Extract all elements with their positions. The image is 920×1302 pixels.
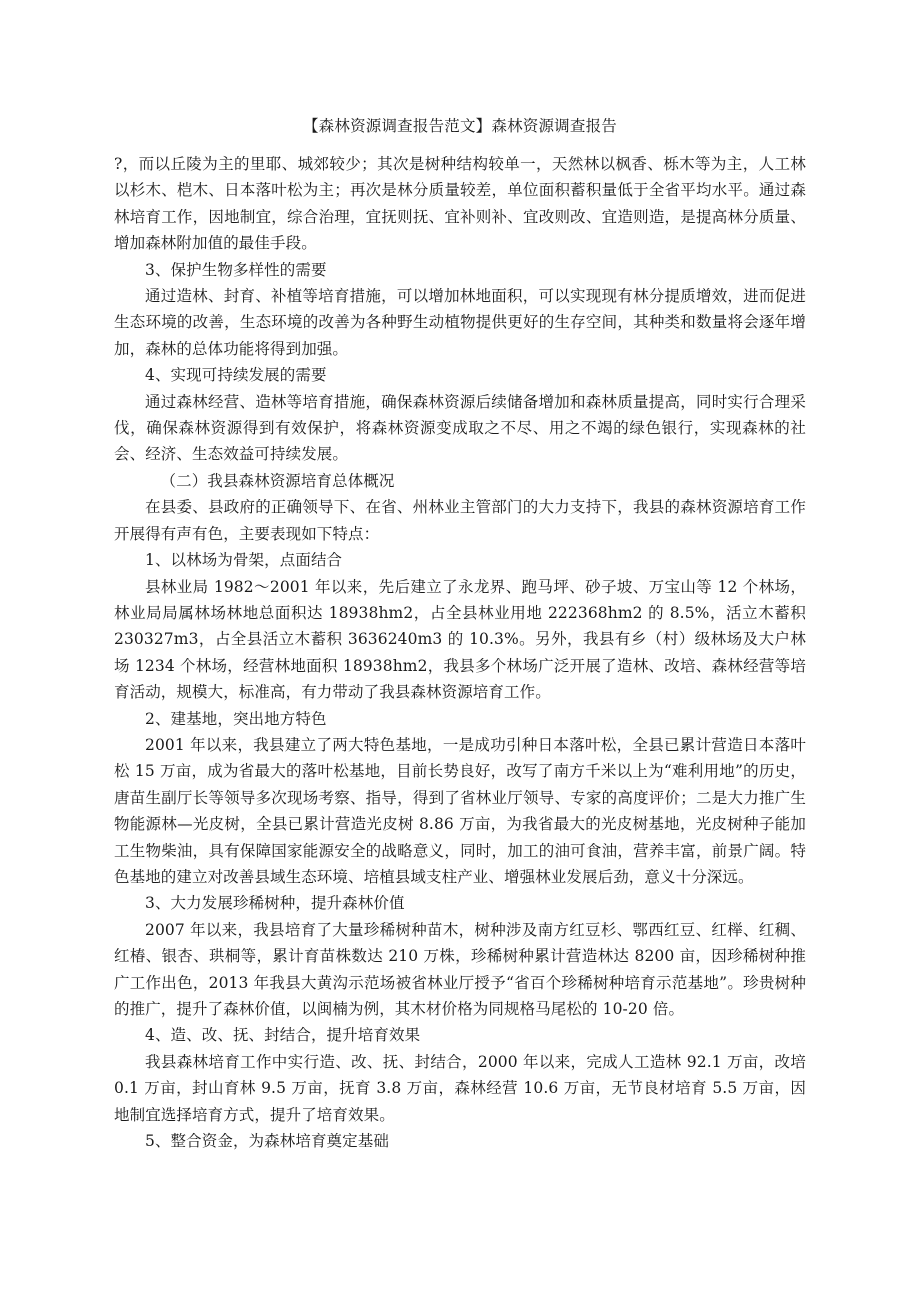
section-heading-overview: （二）我县森林资源培育总体概况 [160,471,395,490]
paragraph-overview: 在县委、县政府的正确领导下、在省、州林业主管部门的大力支持下，我县的森林资源培育工作开展得有声有色，主要表现如下特点： [114,498,806,543]
section-heading-funding: 5、整合资金，为森林培育奠定基础 [145,1132,389,1151]
paragraph-forest-farms: 县林业局 1982～2001 年以来，先后建立了永龙界、跑马坪、砂子坡、万宝山等 12 个林场，林业局局属林场林地总面积达 18938hm2，占全县林业用地 222368hm2 的 8.5%，活立木蓄积 230327m3，占全县活立木蓄积 3636240m3 的 10.3%。另外，我县有乡（村）级林场及大户林场 1234 个林场，经营林地面积 18938hm2，我县多个林场广泛开展了造林、改培、森林经营等培育活动，规模大，标准高，有力带动了我县森林资源培育工作。 [114,577,806,702]
paragraph-continuation: ?，而以丘陵为主的里耶、城郊较少；其次是树种结构较单一，天然林以枫香、栎木等为主，人工林以杉木、桤木、日本落叶松为主；再次是林分质量较差，单位面积蓄积量低于全省平均水平。通过森林培育工作，因地制宜，综合治理，宜抚则抚、宜补则补、宜改则改、宜造则造，是提高林分质量、增加森林附加值的最佳手段。 [114,155,806,253]
section-heading-forest-farms: 1、以林场为骨架，点面结合 [145,551,343,570]
section-heading-sustainability: 4、实现可持续发展的需要 [145,366,327,385]
section-heading-bases: 2、建基地，突出地方特色 [145,709,327,728]
section-heading-biodiversity: 3、保护生物多样性的需要 [145,260,327,279]
document-title: 【森林资源调查报告范文】森林资源调查报告 [302,117,617,135]
document-body [114,151,806,1154]
section-heading-combined-measures: 4、造、改、抚、封结合，提升培育效果 [145,1026,421,1045]
paragraph-sustainability: 通过森林经营、造林等培育措施，确保森林资源后续储备增加和森林质量提高，同时实行合理采伐，确保森林资源得到有效保护，将森林资源变成取之不尽、用之不竭的绿色银行，实现森林的社会、经济、生态效益可持续发展。 [114,392,806,464]
section-heading-rare-species: 3、大力发展珍稀树种，提升森林价值 [145,894,405,913]
paragraph-combined-measures: 我县森林培育工作中实行造、改、抚、封结合，2000 年以来，完成人工造林 92.1 万亩，改培 0.1 万亩，封山育林 9.5 万亩，抚育 3.8 万亩，森林经营 10.6 万亩，无节良材培育 5.5 万亩，因地制宜选择培育方式，提升了培育效果。 [114,1052,806,1124]
paragraph-rare-species: 2007 年以来，我县培育了大量珍稀树种苗木，树种涉及南方红豆杉、鄂西红豆、红榉、红稠、红椿、银杏、珙桐等，累计育苗株数达 210 万株，珍稀树种累计营造林达 8200 亩，因珍稀树种推广工作出色，2013 年我县大黄沟示范场被省林业厅授予“省百个珍稀树种培育示范基地”。珍贵树种的推广，提升了森林价值，以闽楠为例，其木材价格为同规格马尾松的 10-20 倍。 [114,920,806,1018]
paragraph-biodiversity: 通过造林、封育、补植等培育措施，可以增加林地面积，可以实现现有林分提质增效，进而促进生态环境的改善，生态环境的改善为各种野生动植物提供更好的生存空间，其种类和数量将会逐年增加，森林的总体功能将得到加强。 [114,287,806,358]
paragraph-bases: 2001 年以来，我县建立了两大特色基地，一是成功引种日本落叶松，全县已累计营造日本落叶松 15 万亩，成为省最大的落叶松基地，目前长势良好，改写了南方千米以上为“难利用地”的历史，唐苗生副厅长等领导多次现场考察、指导，得到了省林业厅领导、专家的高度评价；二是大力推广生物能源林—光皮树，全县已累计营造光皮树 8.86 万亩，为我省最大的光皮树基地，光皮树种子能加工生物柴油，具有保障国家能源安全的战略意义，同时，加工的油可食油，营养丰富，前景广阔。特色基地的建立对改善县域生态环境、培植县域支柱产业、增强林业发展后劲，意义十分深远。 [114,735,806,886]
